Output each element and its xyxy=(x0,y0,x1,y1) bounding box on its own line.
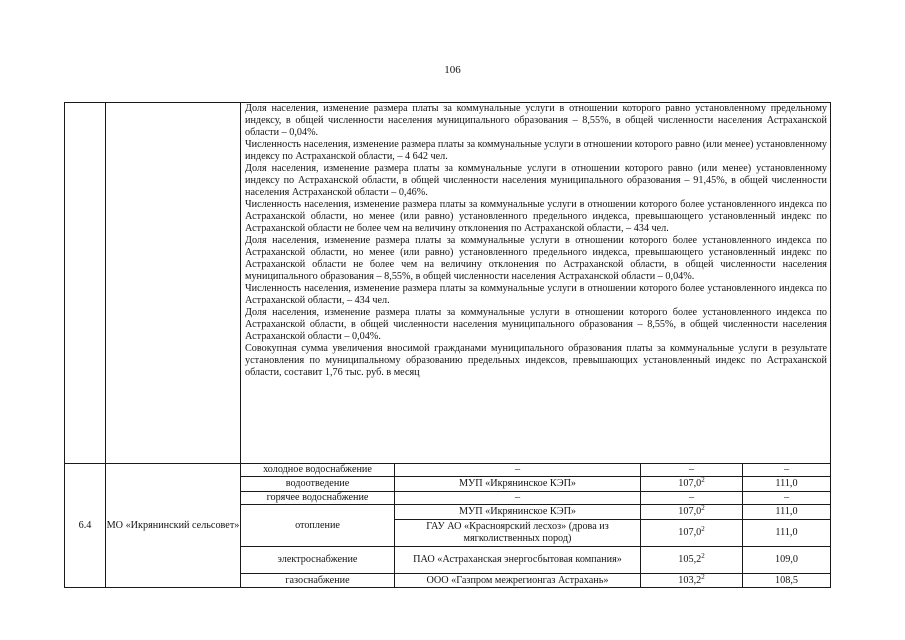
service-name: отопление xyxy=(241,505,395,547)
paragraph: Доля населения, изменение размера платы за коммунальные услуги в отношении которого равно (или менее) установленному индексу по Астраханской области, в общей численности населения муниципального образования – 91,45%, в общей численности населения Астраханской области – 0,46%. xyxy=(245,163,827,198)
limit-value: – xyxy=(743,464,831,477)
mo-name-text: МО «Икрянинский сельсовет» xyxy=(106,519,240,531)
paragraph: Численность населения, изменение размера платы за коммунальные услуги в отношении которого более установленного индекса по Астраханской области, но менее (или равно) установленного предельного индекса, превышающего установленный индекс по Астраханской области не более чем на величину отклонения по Астраханской области, – 434 чел. xyxy=(245,199,827,234)
limit-value: 108,5 xyxy=(743,574,831,588)
organization: ГАУ АО «Красноярский лесхоз» (дрова из мягколиственных пород) xyxy=(395,520,641,547)
limit-value: – xyxy=(743,492,831,505)
organization: МУП «Икрянинское КЭП» xyxy=(395,505,641,520)
limit-value: 111,0 xyxy=(743,477,831,492)
paragraph: Численность населения, изменение размера платы за коммунальные услуги в отношении которого равно (или менее) установленному индексу по Астраханской области, – 4 642 чел. xyxy=(245,139,827,162)
limit-value: 109,0 xyxy=(743,547,831,574)
empty-mo-cell xyxy=(106,103,241,464)
service-name: холодное водоснабжение xyxy=(241,464,395,477)
mo-name xyxy=(106,464,241,588)
service-name: электроснабжение xyxy=(241,547,395,574)
organization: – xyxy=(395,492,641,505)
paragraph: Численность населения, изменение размера платы за коммунальные услуги в отношении которого более установленного индекса по Астраханской области, – 434 чел. xyxy=(245,283,827,306)
index-value: 107,0$^2$ xyxy=(641,477,743,492)
table-row xyxy=(65,103,831,464)
organization: МУП «Икрянинское КЭП» xyxy=(395,477,641,492)
empty-number-cell xyxy=(65,103,106,464)
organization: ООО «Газпром межрегионгаз Астрахань» xyxy=(395,574,641,588)
tariff-table xyxy=(64,102,831,588)
organization: ПАО «Астраханская энергосбытовая компания» xyxy=(395,547,641,574)
paragraph: Доля населения, изменение размера платы за коммунальные услуги в отношении которого более установленного индекса по Астраханской области, но менее (или равно) установленного предельного индекса, превышающего установленный индекс по Астраханской области не более чем на величину отклонения по Астраханской области, в общей численности населения муниципального образования – 8,55%, в общей численности населения Астраханской области – 0,04%. xyxy=(245,235,827,282)
limit-value: 111,0 xyxy=(743,520,831,547)
index-value: – xyxy=(641,464,743,477)
index-value: – xyxy=(641,492,743,505)
paragraph: Совокупная сумма увеличения вносимой гражданами муниципального образования платы за коммунальные услуги в результате установления по муниципальному образованию предельных индексов, превышающих установленный индекс по Астраханской области, составит 1,76 тыс. руб. в месяц xyxy=(245,343,827,378)
organization: – xyxy=(395,464,641,477)
table-row xyxy=(65,464,831,477)
service-name: водоотведение xyxy=(241,477,395,492)
index-value: 107,0$^2$ xyxy=(641,520,743,547)
index-value: 103,2$^2$ xyxy=(641,574,743,588)
service-name: газоснабжение xyxy=(241,574,395,588)
description-cell xyxy=(241,103,831,464)
index-value: 105,2$^2$ xyxy=(641,547,743,574)
page-number: 106 xyxy=(444,64,461,76)
paragraph: Доля населения, изменение размера платы за коммунальные услуги в отношении которого более установленного индекса по Астраханской области, в общей численности населения муниципального образования – 8,55%, в общей численности населения Астраханской области – 0,04%. xyxy=(245,307,827,342)
paragraph: Доля населения, изменение размера платы за коммунальные услуги в отношении которого равно установленному предельному индексу, в общей численности населения муниципального образования – 8,55%, в общей численности населения Астраханской области – 0,04%. xyxy=(245,103,827,138)
limit-value: 111,0 xyxy=(743,505,831,520)
index-value: 107,0$^2$ xyxy=(641,505,743,520)
service-name: горячее водоснабжение xyxy=(241,492,395,505)
entry-number: 6.4 xyxy=(65,464,106,588)
